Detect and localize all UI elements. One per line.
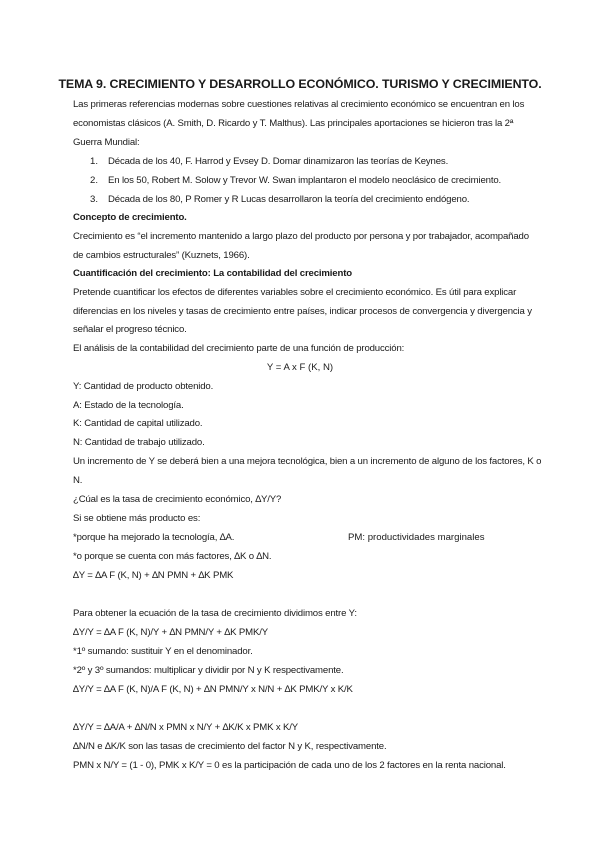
definition-line: A: Estado de la tecnología. — [73, 400, 184, 411]
section-heading: Concepto de crecimiento. — [73, 212, 187, 223]
list-item: Década de los 40, F. Harrod y Evsey D. Domar dinamizaron las teorías de Keynes. — [108, 156, 449, 167]
formula-line: ∆Y = ∆A F (K, N) + ∆N PMN + ∆K PMK — [73, 570, 234, 581]
paragraph-line: *1º sumando: sustituir Y en el denominador. — [73, 646, 253, 657]
formula-line: ∆Y/Y = ∆A F (K, N)/A F (K, N) + ∆N PMN/Y x N/N + ∆K PMK/Y x K/K — [73, 684, 353, 695]
definition-line: Y: Cantidad de producto obtenido. — [73, 381, 214, 392]
formula-line: ∆Y/Y = ∆A F (K, N)/Y + ∆N PMN/Y + ∆K PMK/Y — [73, 627, 268, 638]
paragraph-line: Crecimiento es “el incremento mantenido a largo plazo del producto por persona y por trabajador, acompañado — [73, 231, 529, 242]
list-item: En los 50, Robert M. Solow y Trevor W. Swan implantaron el modelo neoclásico de crecimiento. — [108, 175, 502, 186]
paragraph-line: N. — [73, 475, 83, 486]
paragraph-line: PMN x N/Y = (1 - 0), PMK x K/Y = 0 es la participación de cada uno de los 2 factores en la renta nacional. — [73, 760, 506, 771]
formula-line: ∆Y/Y = ∆A/A + ∆N/N x PMN x N/Y + ∆K/K x PMK x K/Y — [73, 722, 299, 733]
list-number: 3. — [90, 194, 99, 205]
intro-line: Las primeras referencias modernas sobre cuestiones relativas al crecimiento económico se encuentran en los — [73, 99, 525, 110]
paragraph-line: *o porque se cuenta con más factores, ∆K o ∆N. — [73, 551, 272, 562]
definition-line: K: Cantidad de capital utilizado. — [73, 418, 203, 429]
paragraph-line: Para obtener la ecuación de la tasa de crecimiento dividimos entre Y: — [73, 608, 357, 619]
paragraph-line: diferencias en los niveles y tasas de crecimiento entre países, indicar procesos de convergencia y divergencia y — [73, 306, 532, 317]
paragraph-line: *2º y 3º sumandos: multiplicar y dividir por N y K respectivamente. — [73, 665, 344, 676]
definition-line: N: Cantidad de trabajo utilizado. — [73, 437, 205, 448]
paragraph-line: Si se obtiene más producto es: — [73, 513, 201, 524]
paragraph-line: Un incremento de Y se deberá bien a una mejora tecnológica, bien a un incremento de alguno de los factores, K o — [73, 456, 542, 467]
production-function-formula: Y = A x F (K, N) — [266, 362, 334, 373]
intro-line: Guerra Mundial: — [73, 137, 140, 148]
paragraph-line: ∆N/N e ∆K/K son las tasas de crecimiento del factor N y K, respectivamente. — [73, 741, 387, 752]
paragraph-line: El análisis de la contabilidad del crecimiento parte de una función de producción: — [73, 343, 405, 354]
paragraph-line: ¿Cúal es la tasa de crecimiento económico, ∆Y/Y? — [73, 494, 282, 505]
paragraph-line: de cambios estructurales” (Kuznets, 1966). — [73, 250, 250, 261]
paragraph-line: señalar el progreso técnico. — [73, 324, 187, 335]
marginal-productivity-note: PM: productividades marginales — [348, 532, 485, 543]
section-heading: Cuantificación del crecimiento: La contabilidad del crecimiento — [73, 268, 352, 279]
paragraph-line: Pretende cuantificar los efectos de diferentes variables sobre el crecimiento económico. Es útil para explicar — [73, 287, 517, 298]
paragraph-line: *porque ha mejorado la tecnología, ∆A. — [73, 532, 235, 543]
document-title: TEMA 9. CRECIMIENTO Y DESARROLLO ECONÓMICO. TURISMO Y CRECIMIENTO. — [58, 77, 542, 91]
list-number: 1. — [90, 156, 99, 167]
list-item: Década de los 80, P Romer y R Lucas desarrollaron la teoría del crecimiento endógeno. — [108, 194, 470, 205]
list-number: 2. — [90, 175, 99, 186]
intro-line: economistas clásicos (A. Smith, D. Ricardo y T. Malthus). Las principales aportaciones se hicieron tras la 2ª — [73, 118, 514, 129]
